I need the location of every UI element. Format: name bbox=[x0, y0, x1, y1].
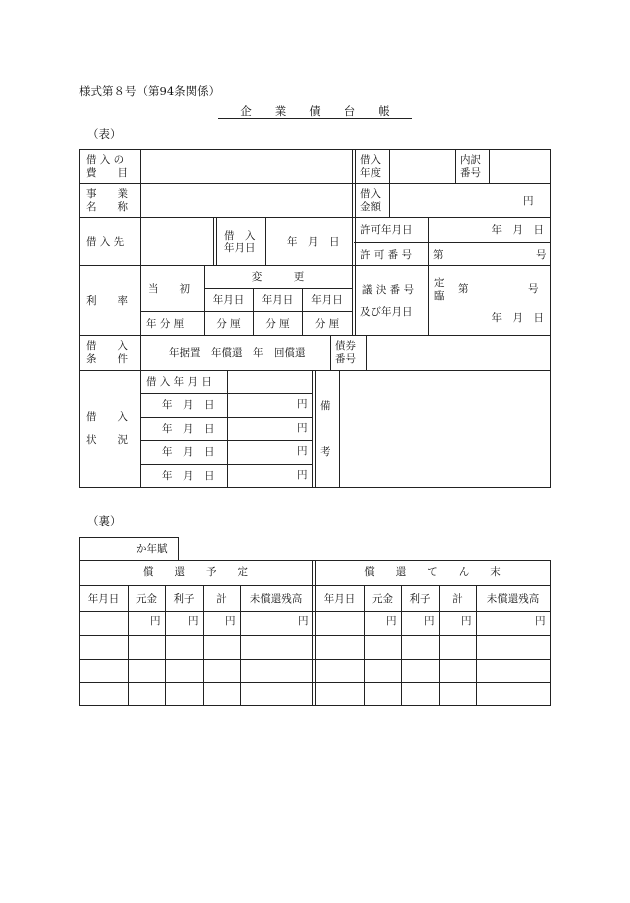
amount-yen-unit: 円 bbox=[523, 195, 534, 207]
resolution-label-2: 及び年月日 bbox=[360, 306, 413, 318]
result-yen-interest: 円 bbox=[424, 615, 435, 627]
permit-date-ymd: 年 月 日 bbox=[491, 224, 544, 236]
result-col-principal: 元金 bbox=[372, 593, 393, 605]
remarks-label-1: 備 bbox=[320, 400, 331, 412]
plan-yen-interest: 円 bbox=[188, 615, 199, 627]
session-regular: 定 bbox=[434, 277, 445, 289]
borrow-purpose-label-1: 借 入 の bbox=[86, 154, 125, 166]
borrow-terms-label-1: 借 入 bbox=[86, 340, 128, 352]
back-side-label: （裏） bbox=[87, 514, 122, 528]
result-col-interest: 利子 bbox=[409, 593, 431, 605]
borrow-status-label-2: 状 況 bbox=[86, 434, 128, 446]
status-borrow-ymd-label: 借 入 年 月 日 bbox=[146, 376, 212, 388]
borrow-date-label-1: 借 入 bbox=[224, 230, 256, 242]
rate-initial-label: 当 初 bbox=[148, 283, 190, 295]
rate-change-unit-3: 分 厘 bbox=[314, 318, 340, 330]
result-yen-total: 円 bbox=[461, 615, 472, 627]
borrow-status-label-1: 借 入 bbox=[86, 411, 128, 423]
borrow-amount-label-1: 借入 bbox=[360, 188, 381, 200]
borrow-date-ymd: 年 月 日 bbox=[287, 236, 340, 248]
resolution-go: 号 bbox=[528, 283, 539, 295]
permit-no-label: 許 可 番 号 bbox=[360, 249, 413, 261]
resolution-dai: 第 bbox=[458, 283, 469, 295]
breakdown-no-label-2: 番号 bbox=[460, 167, 481, 179]
status-ymd-2: 年 月 日 bbox=[162, 423, 215, 435]
lender-label: 借 入 先 bbox=[86, 236, 125, 248]
installment-label: か年賦 bbox=[136, 543, 168, 555]
status-yen-4: 円 bbox=[297, 469, 308, 481]
remarks-label-2: 考 bbox=[320, 446, 331, 458]
rate-change-label: 変 更 bbox=[251, 271, 305, 283]
redemption-result-header: 償 還 て ん 末 bbox=[364, 566, 501, 578]
result-col-total: 計 bbox=[452, 593, 463, 605]
rate-change-ymd-2: 年月日 bbox=[261, 294, 294, 306]
front-side-label: （表） bbox=[87, 127, 122, 141]
permit-no-go: 号 bbox=[536, 249, 547, 261]
bond-no-label-1: 債券 bbox=[335, 340, 356, 352]
plan-yen-balance: 円 bbox=[298, 615, 309, 627]
business-name-label-2: 名 称 bbox=[86, 201, 128, 213]
plan-col-date: 年月日 bbox=[87, 593, 120, 605]
status-ymd-1: 年 月 日 bbox=[162, 399, 215, 411]
permit-date-label: 許可年月日 bbox=[360, 224, 413, 236]
status-yen-3: 円 bbox=[297, 445, 308, 457]
plan-yen-principal: 円 bbox=[150, 615, 161, 627]
plan-col-total: 計 bbox=[216, 593, 227, 605]
status-ymd-4: 年 月 日 bbox=[162, 470, 215, 482]
status-yen-1: 円 bbox=[297, 398, 308, 410]
result-col-date: 年月日 bbox=[323, 593, 356, 605]
result-yen-balance: 円 bbox=[535, 615, 546, 627]
borrow-date-label-2: 年月日 bbox=[224, 242, 256, 254]
result-yen-principal: 円 bbox=[386, 615, 397, 627]
status-ymd-3: 年 月 日 bbox=[162, 446, 215, 458]
permit-no-dai: 第 bbox=[433, 249, 444, 261]
plan-col-balance: 未償還残高 bbox=[249, 593, 303, 605]
page-title: 企 業 債 台 帳 bbox=[240, 104, 390, 118]
status-yen-2: 円 bbox=[297, 422, 308, 434]
plan-col-principal: 元金 bbox=[136, 593, 157, 605]
rate-change-unit-1: 分 厘 bbox=[216, 318, 241, 330]
resolution-label-1: 議 決 番 号 bbox=[362, 284, 415, 296]
plan-yen-total: 円 bbox=[225, 615, 236, 627]
result-col-balance: 未償還残高 bbox=[486, 593, 540, 605]
plan-col-interest: 利子 bbox=[173, 593, 195, 605]
business-name-label-1: 事 業 bbox=[86, 188, 128, 200]
redemption-plan-header: 償 還 予 定 bbox=[143, 566, 248, 578]
borrow-year-label-2: 年度 bbox=[360, 167, 381, 179]
borrow-year-label-1: 借入 bbox=[360, 154, 381, 166]
rate-change-ymd-3: 年月日 bbox=[311, 294, 343, 306]
title-underline bbox=[218, 118, 412, 119]
borrow-terms-label-2: 条 件 bbox=[86, 353, 128, 365]
form-number: 様式第８号（第94条関係） bbox=[79, 84, 221, 98]
borrow-terms-text: 年据置 年償還 年 回償還 bbox=[169, 347, 306, 359]
breakdown-no-label-1: 内訳 bbox=[460, 154, 481, 166]
rate-change-ymd-1: 年月日 bbox=[212, 294, 245, 306]
interest-rate-label: 利 率 bbox=[86, 295, 128, 307]
rate-change-unit-2: 分 厘 bbox=[265, 318, 290, 330]
borrow-amount-label-2: 金額 bbox=[360, 201, 381, 213]
session-special: 臨 bbox=[434, 290, 445, 302]
resolution-ymd: 年 月 日 bbox=[491, 312, 544, 324]
rate-initial-unit: 年 分 厘 bbox=[146, 318, 185, 330]
borrow-purpose-label-2: 費 目 bbox=[86, 167, 128, 179]
bond-no-label-2: 番号 bbox=[335, 353, 356, 365]
